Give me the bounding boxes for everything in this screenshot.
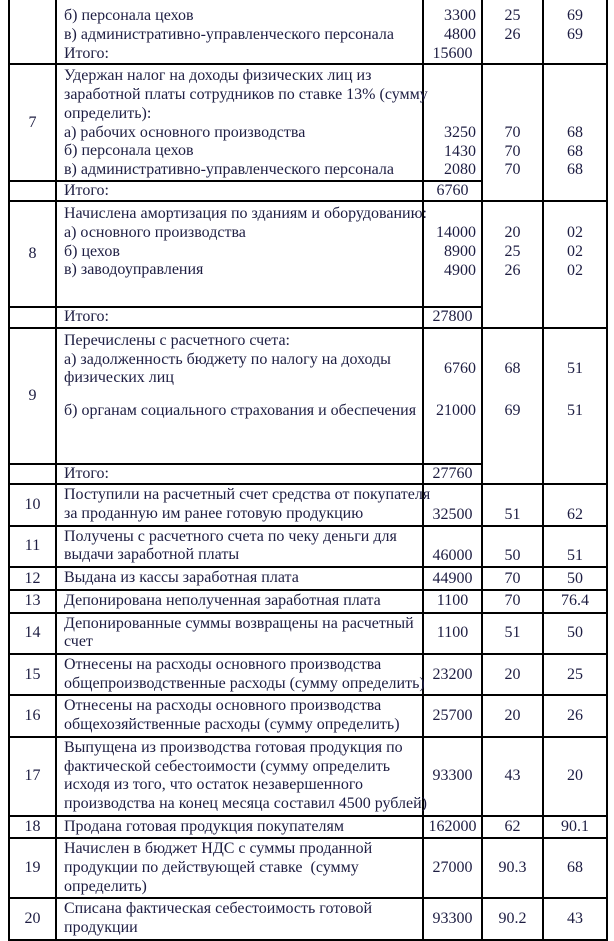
cell-itogo-label [56, 181, 423, 202]
itogo-row [9, 464, 607, 485]
text-line: Поступили на расчетный счет средства от покупателя [64, 486, 431, 504]
text-line: Депонированные суммы возвращены на расчетный [64, 614, 414, 632]
cell-debit [482, 307, 543, 328]
cell-description [56, 737, 427, 816]
table-row [9, 526, 607, 567]
text-line: в) заводоуправления [64, 261, 204, 279]
cell-credit [543, 201, 607, 307]
cell-debit: 90.3 [482, 838, 543, 898]
cell-amount: 162000 [423, 816, 482, 839]
credit-account-value: 02 [567, 261, 583, 279]
cell-debit [482, 201, 543, 307]
cell-credit [543, 328, 607, 464]
amount-value: 6760 [444, 360, 476, 378]
cell-credit: 62 [543, 484, 607, 525]
text-line: Итого: [64, 44, 109, 62]
credit-account-value: 51 [567, 360, 583, 378]
cell-operation-number [9, 0, 56, 44]
cell-debit [482, 464, 543, 485]
debit-account-value: 20 [504, 224, 521, 242]
cell-operation-number [9, 464, 56, 485]
spacer [64, 388, 420, 402]
text-line: Выдана из кассы заработная плата [64, 569, 299, 587]
cell-operation-number: 10 [9, 484, 56, 525]
table-row [9, 898, 607, 939]
cell-amount [423, 64, 482, 180]
cell-amount: 93300 [423, 737, 482, 816]
amount-value: 3300 [444, 7, 476, 25]
text-line: Продана готовая продукция покупателям [64, 817, 344, 835]
credit-account-value: 68 [567, 123, 583, 141]
cell-amount: 27000 [423, 838, 482, 898]
cell-description [56, 695, 423, 736]
text-line: определить): [64, 104, 152, 122]
credit-account-value: 51 [567, 402, 583, 420]
cell-debit [482, 328, 543, 464]
table-row [9, 590, 607, 613]
cell-credit: 68 [543, 838, 607, 898]
spacer [544, 388, 606, 402]
text-line: в) административно-управленческого персонала [64, 25, 394, 43]
cell-description [56, 526, 423, 567]
text-line: Отнесены на расходы основного производства [64, 697, 382, 715]
spacer [483, 205, 542, 224]
cell-credit [543, 64, 607, 180]
table-row [9, 737, 607, 816]
cell-itogo-amount: 6760 [423, 181, 482, 202]
cell-credit: 50 [543, 613, 607, 654]
group-row [9, 328, 607, 464]
spacer [64, 280, 420, 306]
cell-debit: 43 [482, 737, 543, 816]
text-line: Итого: [64, 308, 109, 326]
cell-credit: 25 [543, 654, 607, 695]
spacer [64, 421, 420, 463]
credit-account-value: 69 [567, 7, 583, 25]
text-line: Получены с расчетного счета по чеку деньги для [64, 527, 397, 545]
amount-value: 4900 [444, 261, 476, 279]
cell-amount: 23200 [423, 654, 482, 695]
amount-value: 14000 [436, 224, 476, 242]
credit-account-value: 02 [567, 224, 583, 242]
debit-account-value: 25 [504, 243, 521, 261]
text-line: продукции по действующей ставке (сумму [64, 859, 359, 877]
text-line: Итого: [64, 464, 109, 482]
text-line: а) основного производства [64, 224, 246, 242]
cell-operation-number: 15 [9, 654, 56, 695]
cell-description [56, 201, 427, 307]
cell-debit: 51 [482, 484, 543, 525]
text-line: Списана фактическая себестоимость готовой [64, 900, 373, 918]
debit-account-value: 26 [504, 26, 521, 44]
cell-debit: 70 [482, 590, 543, 613]
cell-credit [543, 0, 607, 44]
cell-debit [482, 44, 543, 64]
cell-debit [482, 181, 543, 202]
spacer [483, 67, 542, 123]
amount-value: 8900 [444, 243, 476, 261]
cell-debit: 20 [482, 695, 543, 736]
cell-itogo-amount: 27760 [423, 464, 482, 485]
cell-credit [543, 181, 607, 202]
amount-value: 1430 [444, 142, 476, 160]
spacer [424, 388, 481, 402]
cell-operation-number: 16 [9, 695, 56, 736]
table-row [9, 567, 607, 590]
cell-credit [543, 44, 607, 64]
table-row [9, 484, 607, 525]
cell-operation-number: 11 [9, 526, 56, 567]
cell-operation-number: 17 [9, 737, 56, 816]
debit-account-value: 70 [504, 161, 521, 179]
cell-amount: 44900 [423, 567, 482, 590]
transactions-table-body [9, 0, 607, 940]
cell-description [56, 64, 428, 180]
debit-account-value: 70 [504, 123, 521, 141]
cell-itogo-amount: 15600 [423, 44, 482, 64]
amount-value: 3250 [444, 123, 476, 141]
text-line: а) рабочих основного производства [64, 123, 306, 141]
cell-description [56, 328, 423, 464]
cell-amount: 1100 [423, 613, 482, 654]
text-line: счет [64, 633, 93, 651]
table-row [9, 838, 607, 898]
cell-itogo-amount: 27800 [423, 307, 482, 328]
cell-operation-number: 8 [9, 201, 56, 307]
text-line: определить) [64, 877, 147, 895]
text-line: производства на конец месяца составил 4500 рублей) [64, 794, 427, 812]
credit-account-value: 69 [567, 26, 583, 44]
cell-description [56, 613, 423, 654]
business-transactions-table [8, 0, 608, 941]
credit-account-value: 68 [567, 142, 583, 160]
text-line: Начислен в бюджет НДС с суммы проданной [64, 840, 373, 858]
spacer [424, 205, 481, 224]
credit-account-value: 68 [567, 161, 583, 179]
text-line: Удержан налог на доходы физических лиц из [64, 67, 372, 85]
cell-description [56, 590, 423, 613]
text-line: общехозяйственные расходы (сумму определить) [64, 716, 400, 734]
cell-itogo-label [56, 44, 423, 64]
text-line: Итого: [64, 181, 109, 199]
cell-description [56, 816, 423, 839]
cell-debit [482, 0, 543, 44]
text-line: в) административно-управленческого персонала [64, 160, 394, 178]
table-row [9, 654, 607, 695]
cell-credit: 51 [543, 526, 607, 567]
cell-operation-number: 7 [9, 64, 56, 180]
group-row [9, 0, 607, 44]
cell-description [56, 898, 423, 939]
cell-operation-number [9, 44, 56, 64]
spacer [483, 332, 542, 351]
cell-amount [423, 201, 482, 307]
cell-debit [482, 64, 543, 180]
spacer [424, 67, 481, 123]
cell-itogo-label [56, 464, 423, 485]
table-row [9, 695, 607, 736]
text-line: Депонирована неполученная заработная плата [64, 591, 381, 609]
spacer [544, 332, 606, 351]
amount-value: 21000 [436, 402, 476, 420]
itogo-row [9, 44, 607, 64]
amount-value: 2080 [444, 161, 476, 179]
text-line: фактической себестоимости (сумму определить [64, 757, 390, 775]
cell-debit: 62 [482, 816, 543, 839]
cell-operation-number [9, 181, 56, 202]
cell-debit: 51 [482, 613, 543, 654]
cell-credit: 76.4 [543, 590, 607, 613]
debit-account-value: 69 [504, 402, 521, 420]
spacer [483, 388, 542, 402]
text-line: Отнесены на расходы основного производства [64, 655, 382, 673]
cell-amount [423, 0, 482, 44]
cell-operation-number: 20 [9, 898, 56, 939]
cell-amount: 46000 [423, 526, 482, 567]
text-line: б) персонала цехов [64, 7, 194, 24]
debit-account-value: 68 [504, 360, 521, 378]
cell-amount: 1100 [423, 590, 482, 613]
amount-value: 4800 [444, 26, 476, 44]
text-line: Перечислены с расчетного счета: [64, 331, 290, 349]
spacer [424, 332, 481, 351]
text-line: исходя из того, что остаток незавершенного [64, 776, 364, 794]
group-row [9, 64, 607, 180]
text-line: б) органам социального страхования и обеспечения [64, 401, 417, 419]
cell-operation-number: 18 [9, 816, 56, 839]
cell-credit: 43 [543, 898, 607, 939]
spacer [544, 67, 606, 123]
text-line: Выпущена из производства готовая продукция по [64, 738, 403, 756]
cell-amount: 32500 [423, 484, 482, 525]
cell-debit: 20 [482, 654, 543, 695]
cell-amount: 25700 [423, 695, 482, 736]
cell-operation-number: 14 [9, 613, 56, 654]
text-line: Начислена амортизация по зданиям и оборудованию: [64, 205, 427, 223]
cell-description [56, 0, 423, 44]
cell-amount [423, 328, 482, 464]
cell-debit: 70 [482, 567, 543, 590]
cell-description [56, 654, 423, 695]
cell-operation-number [9, 307, 56, 328]
cell-credit [543, 464, 607, 485]
cell-credit: 90.1 [543, 816, 607, 839]
text-line: за проданную им ранее готовую продукцию [64, 505, 364, 523]
cell-operation-number: 13 [9, 590, 56, 613]
cell-credit: 26 [543, 695, 607, 736]
text-line: б) персонала цехов [64, 142, 194, 160]
cell-debit: 50 [482, 526, 543, 567]
cell-operation-number: 19 [9, 838, 56, 898]
text-line: физических лиц [64, 369, 174, 387]
text-line: б) цехов [64, 242, 120, 260]
text-line: общепроизводственные расходы (сумму определить) [64, 674, 425, 692]
cell-debit: 90.2 [482, 898, 543, 939]
text-line: заработной платы сотрудников по ставке 13% (сумму [64, 86, 428, 104]
cell-amount: 93300 [423, 898, 482, 939]
cell-description [56, 567, 423, 590]
cell-operation-number: 12 [9, 567, 56, 590]
text-line: выдачи заработной платы [64, 546, 240, 564]
group-row [9, 201, 607, 307]
text-line: а) задолженность бюджету по налогу на доходы [64, 350, 391, 368]
itogo-row [9, 181, 607, 202]
cell-credit: 20 [543, 737, 607, 816]
cell-description [56, 838, 423, 898]
cell-credit [543, 307, 607, 328]
cell-credit: 50 [543, 567, 607, 590]
text-line: продукции [64, 919, 138, 937]
cell-itogo-label [56, 307, 423, 328]
itogo-row [9, 307, 607, 328]
cell-description [56, 484, 431, 525]
debit-account-value: 25 [504, 7, 521, 25]
spacer [544, 205, 606, 224]
credit-account-value: 02 [567, 243, 583, 261]
debit-account-value: 70 [504, 142, 521, 160]
cell-operation-number: 9 [9, 328, 56, 464]
table-row [9, 816, 607, 839]
debit-account-value: 26 [504, 261, 521, 279]
table-row [9, 613, 607, 654]
